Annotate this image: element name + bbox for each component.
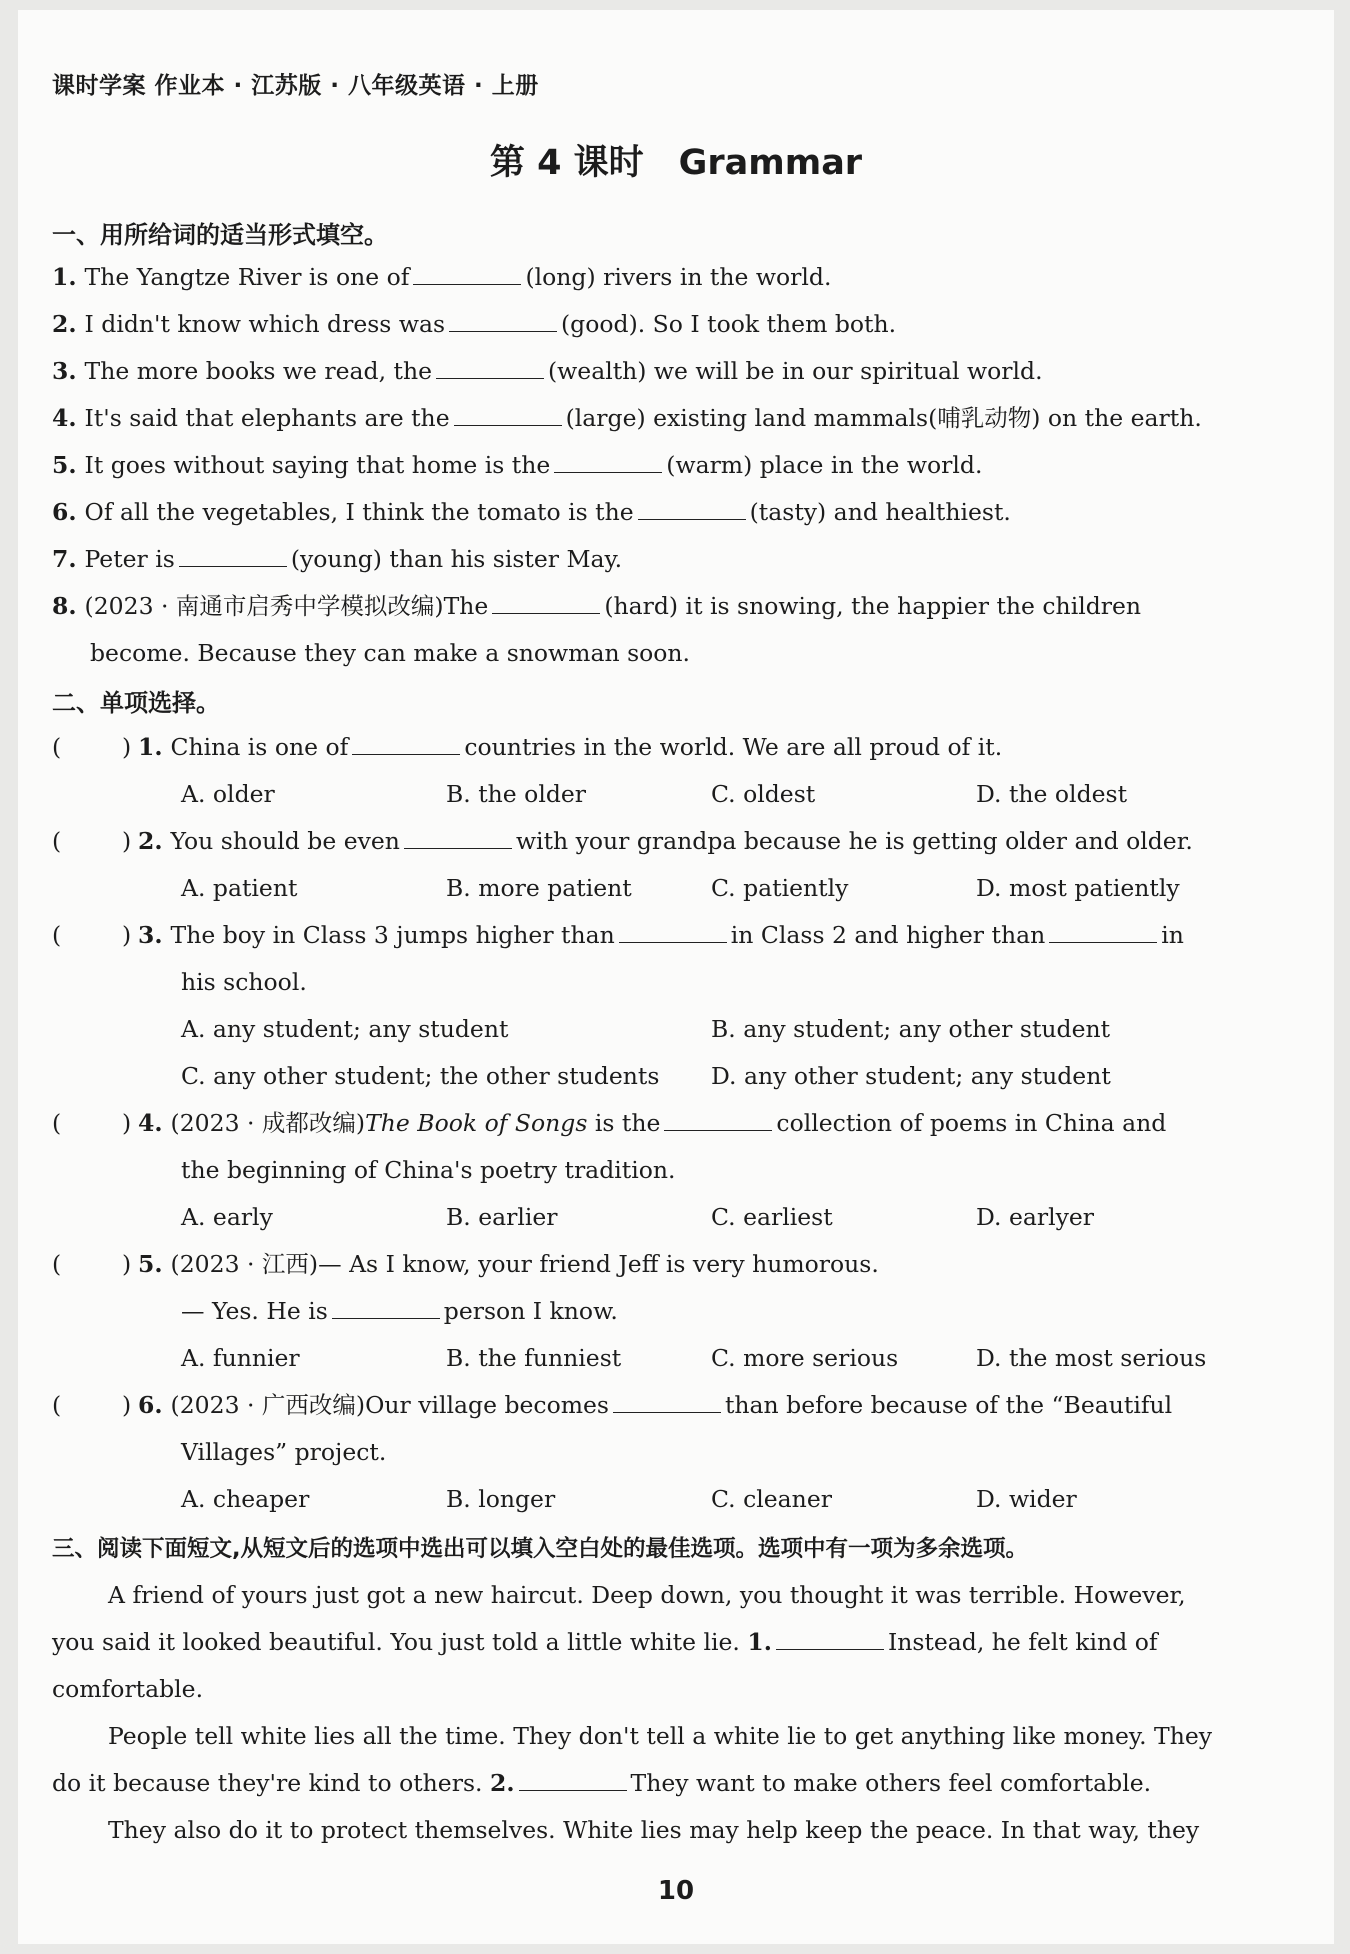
answer-blank (352, 734, 460, 755)
answer-paren[interactable]: ( ) (52, 1109, 132, 1137)
s1-item-1: 1. The Yangtze River is one of (long) rivers in the world. (52, 263, 832, 291)
answer-blank[interactable] (413, 264, 521, 285)
answer-paren[interactable]: ( ) (52, 921, 132, 949)
s2-q1-option-d[interactable]: D. the oldest (976, 780, 1128, 808)
s2-q4: 4. (2023 · 成都改编)The Book of Songs is the collection of poems in China and (138, 1109, 1167, 1137)
s2-q4-option-d[interactable]: D. earlyer (976, 1203, 1095, 1231)
s1-item-7: 7. Peter is (young) than his sister May. (52, 545, 623, 573)
s2-q5-option-c[interactable]: C. more serious (711, 1344, 899, 1372)
passage-blank-1[interactable] (776, 1629, 884, 1650)
s1-item-3: 3. The more books we read, the (wealth) we will be in our spiritual world. (52, 357, 1043, 385)
answer-paren[interactable]: ( ) (52, 1250, 132, 1278)
s2-q3-continued: his school. (181, 968, 307, 996)
section2-heading: 二、单项选择。 (52, 689, 220, 717)
s2-q1-option-b[interactable]: B. the older (446, 780, 587, 808)
answer-blank[interactable] (179, 546, 287, 567)
s2-q4-option-c[interactable]: C. earliest (711, 1203, 833, 1231)
s2-q1-option-a[interactable]: A. older (181, 780, 275, 808)
s2-q6-continued: Villages” project. (181, 1438, 387, 1466)
s2-q5-reply: — Yes. He is person I know. (181, 1297, 618, 1325)
answer-blank (613, 1392, 721, 1413)
s1-item-6: 6. Of all the vegetables, I think the tomato is the (tasty) and healthiest. (52, 498, 1011, 526)
page-header: 课时学案 作业本 · 江苏版 · 八年级英语 · 上册 (52, 73, 539, 99)
s2-q3: 3. The boy in Class 3 jumps higher than in Class 2 and higher than in (138, 921, 1184, 949)
answer-blank (404, 828, 512, 849)
s2-q2-option-d[interactable]: D. most patiently (976, 874, 1180, 902)
answer-blank[interactable] (554, 452, 662, 473)
passage-p2-line1: People tell white lies all the time. They don't tell a white lie to get anything like money. They (108, 1722, 1213, 1750)
s2-q6: 6. (2023 · 广西改编)Our village becomes than before because of the “Beautiful (138, 1391, 1173, 1419)
s2-q5: 5. (2023 · 江西)— As I know, your friend Jeff is very humorous. (138, 1250, 879, 1278)
s1-item-4: 4. It's said that elephants are the (large) existing land mammals(哺乳动物) on the earth. (52, 404, 1202, 432)
answer-blank[interactable] (492, 593, 600, 614)
s2-q1-option-c[interactable]: C. oldest (711, 780, 816, 808)
answer-blank (619, 922, 727, 943)
s2-q6-option-b[interactable]: B. longer (446, 1485, 556, 1513)
book-title: The Book of Songs (365, 1109, 588, 1137)
answer-paren[interactable]: ( ) (52, 827, 132, 855)
passage-p2-line2: do it because they're kind to others. 2. They want to make others feel comfortable. (52, 1769, 1152, 1797)
s2-q1: 1. China is one of countries in the world. We are all proud of it. (138, 733, 1003, 761)
answer-blank[interactable] (436, 358, 544, 379)
s2-q2-option-b[interactable]: B. more patient (446, 874, 632, 902)
answer-blank[interactable] (449, 311, 557, 332)
s2-q5-option-d[interactable]: D. the most serious (976, 1344, 1207, 1372)
workbook-page (18, 10, 1334, 1944)
section1-heading: 一、用所给词的适当形式填空。 (52, 221, 388, 249)
s2-q4-continued: the beginning of China's poetry tradition. (181, 1156, 676, 1184)
s2-q5-option-a[interactable]: A. funnier (181, 1344, 300, 1372)
passage-p1-line1: A friend of yours just got a new haircut. Deep down, you thought it was terrible. However, (108, 1581, 1186, 1609)
s2-q3-option-a[interactable]: A. any student; any student (181, 1015, 509, 1043)
passage-blank-2[interactable] (519, 1770, 627, 1791)
s2-q6-option-d[interactable]: D. wider (976, 1485, 1077, 1513)
s2-q3-option-c[interactable]: C. any other student; the other students (181, 1062, 660, 1090)
s1-item-8: 8. (2023 · 南通市启秀中学模拟改编)The (hard) it is snowing, the happier the children (52, 592, 1142, 620)
s2-q4-option-a[interactable]: A. early (181, 1203, 273, 1231)
answer-blank (664, 1110, 772, 1131)
s2-q6-option-a[interactable]: A. cheaper (181, 1485, 310, 1513)
passage-p1-line2: you said it looked beautiful. You just told a little white lie. 1. Instead, he felt kind of (52, 1628, 1158, 1656)
passage-p3-line1: They also do it to protect themselves. White lies may help keep the peace. In that way, they (108, 1816, 1200, 1844)
s2-q6-option-c[interactable]: C. cleaner (711, 1485, 832, 1513)
s2-q2: 2. You should be even with your grandpa because he is getting older and older. (138, 827, 1193, 855)
passage-p1-line3: comfortable. (52, 1675, 204, 1703)
page-number: 10 (657, 1876, 695, 1906)
s1-item-2: 2. I didn't know which dress was (good). So I took them both. (52, 310, 897, 338)
s1-item-8-continued: become. Because they can make a snowman soon. (90, 639, 691, 667)
answer-blank[interactable] (638, 499, 746, 520)
s2-q5-option-b[interactable]: B. the funniest (446, 1344, 622, 1372)
s2-q3-option-d[interactable]: D. any other student; any student (711, 1062, 1111, 1090)
section3-heading: 三、阅读下面短文,从短文后的选项中选出可以填入空白处的最佳选项。选项中有一项为多余选项。 (52, 1536, 1029, 1562)
s2-q2-option-a[interactable]: A. patient (181, 874, 298, 902)
s2-q4-option-b[interactable]: B. earlier (446, 1203, 558, 1231)
s1-item-5: 5. It goes without saying that home is the (warm) place in the world. (52, 451, 983, 479)
answer-blank (1049, 922, 1157, 943)
answer-paren[interactable]: ( ) (52, 1391, 132, 1419)
answer-paren[interactable]: ( ) (52, 733, 132, 761)
s2-q2-option-c[interactable]: C. patiently (711, 874, 849, 902)
answer-blank[interactable] (454, 405, 562, 426)
s2-q3-option-b[interactable]: B. any student; any other student (711, 1015, 1111, 1043)
answer-blank (332, 1298, 440, 1319)
lesson-title: 第 4 课时 Grammar (489, 143, 863, 183)
